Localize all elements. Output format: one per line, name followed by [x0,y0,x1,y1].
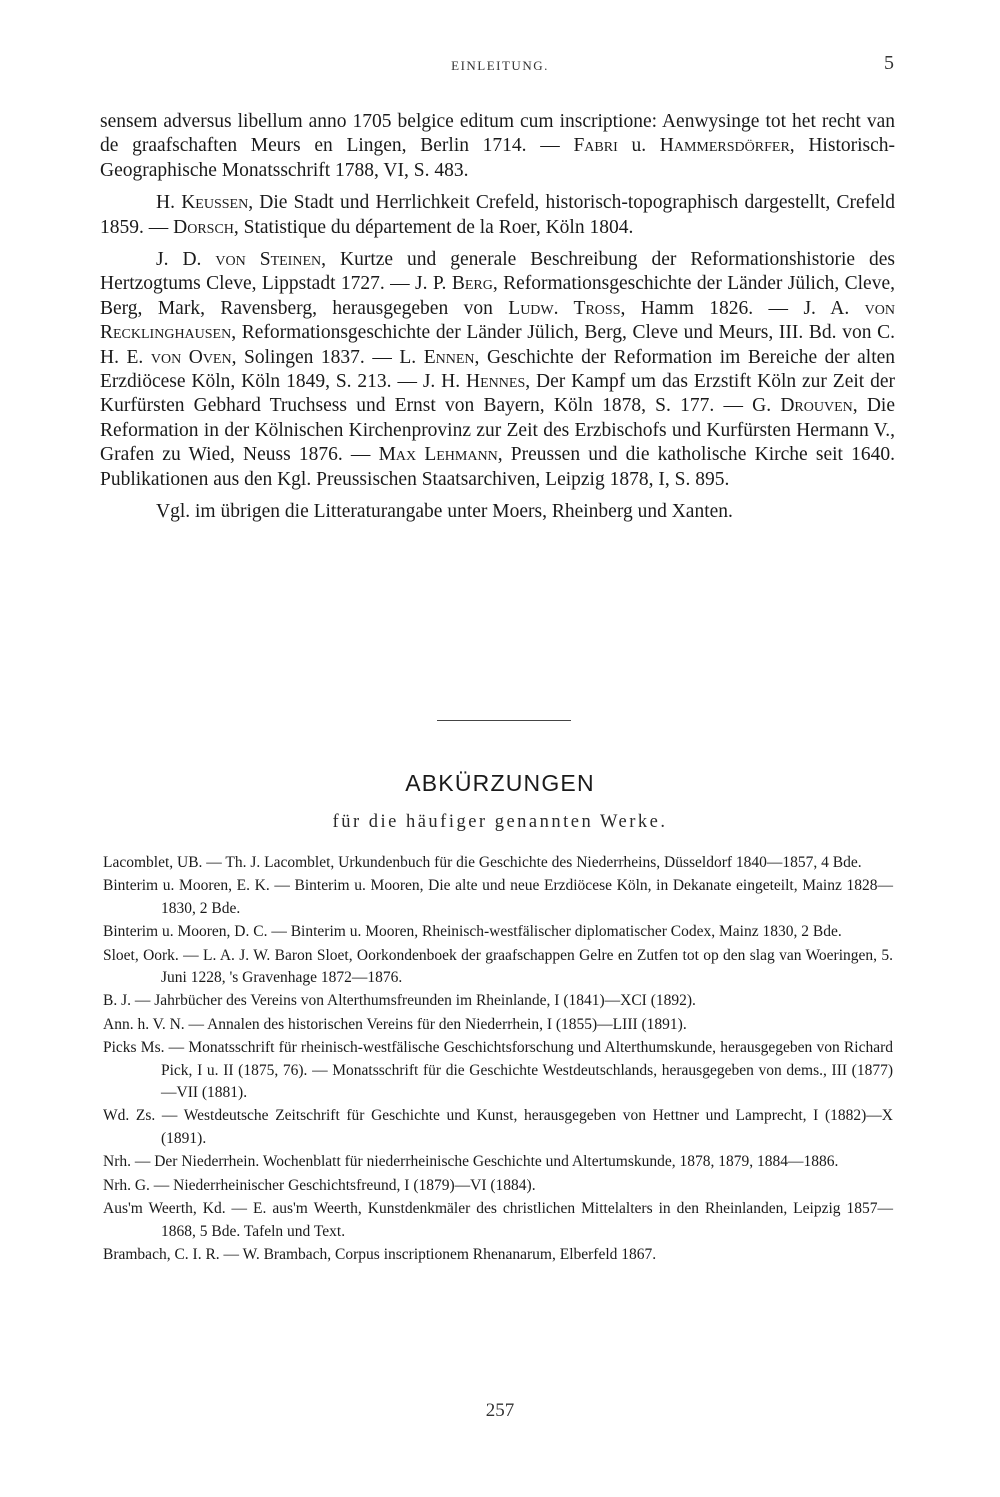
author-name: Keussen [181,192,249,214]
bibliography-paragraph [100,191,895,240]
abbreviation-entry: Aus'm Weerth, Kd. — E. aus'm Weerth, Kunstdenkmäler des christlichen Mittelalters in den Rheinlanden, Leipzig 1857—1868, 5 Bde. Tafeln und Text. [103,1200,893,1240]
text-run: , Der Kampf um das Erzstift Köln zur Zeit der Kurfürsten Gebhard Truchsess und Ernst von Bayern, Köln 1878, S. 177. — G. [100,371,895,417]
text-run: , Solingen 1837. — L. [231,346,424,368]
text-run: , Preussen und die katholische Kirche seit 1640. Publikationen aus den Kgl. Preussischen Staatsarchiven, Leipzig 1878, I, S. 895. [100,444,895,490]
author-name: Fabri [573,135,618,157]
section-title: ABKÜRZUNGEN [405,770,595,796]
author-name: Dorsch [173,216,234,238]
abbreviation-entry: Ann. h. V. N. — Annalen des historischen Vereins für den Niederrhein, I (1855)—LIII (1891). [103,1015,687,1033]
abbreviation-entry: Binterim u. Mooren, D. C. — Binterim u. Mooren, Rheinisch-westfälischer diplomatischer Codex, Mainz 1830, 2 Bde. [103,923,842,941]
text-run: sensem adversus libellum anno 1705 belgice editum cum inscriptione: Aenwysinge tot het recht van de graafschaften Meurs en Lingen, Berlin 1714. — [100,111,895,157]
abbreviation-entry: B. J. — Jahrbücher des Vereins von Alterthumsfreunden im Rheinlande, I (1841)—XCI (1892). [103,992,696,1010]
author-name: von Recklinghausen [100,297,895,344]
text-run: u. [617,135,660,157]
abbreviation-entry: Brambach, C. I. R. — W. Brambach, Corpus inscriptionem Rhenanarum, Elberfeld 1867. [103,1245,657,1263]
author-name: Max Lehmann [378,444,498,466]
bibliography-paragraph: Vgl. im übrigen die Litteraturangabe unter Moers, Rheinberg und Xanten. [156,501,733,523]
abbreviation-entry: Sloet, Oork. — L. A. J. W. Baron Sloet, Oorkondenboek der graafschappen Gelre en Zutfen tot op den slag van Woeringen, 5. Juni 1228, 's Gravenhage 1872—1876. [103,946,893,987]
author-name: Ludw. Tross [508,297,621,319]
text-run: , Reformationsgeschichte der Länder Jülich, Berg, Cleve und Meurs, III. Bd. von C. H. E. [100,322,895,368]
abbreviation-entry: Wd. Zs. — Westdeutsche Zeitschrift für Geschichte und Kunst, herausgegeben von Hettner und Lamprecht, I (1882)—X (1891). [103,1107,893,1147]
author-name: Hammersdörfer [659,135,790,157]
author-name: Berg [451,273,493,295]
abbreviation-entry: Nrh. G. — Niederrheinischer Geschichtsfreund, I (1879)—VI (1884). [103,1176,536,1194]
running-head: EINLEITUNG. [451,58,549,73]
abbreviation-entry: Binterim u. Mooren, E. K. — Binterim u. Mooren, Die alte und neue Erzdiöcese Köln, in Dekanate eingeteilt, Mainz 1828—1830, 2 Bde. [103,877,893,917]
text-run: , Hamm 1826. — J. A. [620,297,865,319]
abbreviation-entry: Lacomblet, UB. — Th. J. Lacomblet, Urkundenbuch für die Geschichte des Niederrheins, Düsseldorf 1840—1857, 4 Bde. [103,854,862,871]
text-run: , Statistique du département de la Roer, Köln 1804. [233,216,634,238]
section-subtitle: für die häufiger genannten Werke. [332,812,668,832]
abbreviation-list [103,852,893,1267]
abbreviation-entry: Picks Ms. — Monatsschrift für rheinisch-westfälische Geschichtsforschung und Alterthumskunde, herausgegeben von Richard Pick, I u. II (1875, 76). — Monatsschrift für die Geschichte Westdeutschlands, herausgegeben von dems., III (1877)—VII (1881). [103,1039,893,1102]
abbreviation-entry: Nrh. — Der Niederrhein. Wochenblatt für niederrheinische Geschichte und Altertumskunde, 1878, 1879, 1884—1886. [103,1153,839,1171]
bibliography-paragraph [100,110,895,183]
text-run: , Geschichte der Reformation im Bereiche der alten Erzdiöcese Köln, Köln 1849, S. 213. — J. H. [100,346,896,393]
text-run: , Die Stadt und Herrlichkeit Crefeld, historisch-topographisch dargestellt, Crefeld 1859. — [100,192,895,238]
author-name: von Steinen [215,249,322,271]
text-run: H. [156,192,182,214]
bibliography-section [100,110,895,533]
bibliography-paragraph [100,248,895,492]
text-run: , Kurtze und generale Beschreibung der Reformationshistorie des Hertzogtums Cleve, Lippstadt 1727. — J. P. [100,249,896,295]
text-run: , Reformationsgeschichte der Länder Jülich, Cleve, Berg, Mark, Ravensberg, herausgegeben von [100,273,895,319]
page-number: 5 [884,52,894,74]
text-run: , Die Reformation in der Kölnischen Kirchenprovinz zur Zeit des Erzbischofs und Kurfürsten Hermann V., Grafen zu Wied, Neuss 1876. — [100,395,896,466]
section-divider [437,720,571,721]
text-run: , Historisch-Geographische Monatsschrift 1788, VI, S. 483. [100,135,896,181]
author-name: Drouven [780,395,853,417]
text-run: J. D. [156,249,216,271]
author-name: von Oven [150,346,232,368]
author-name: Hennes [466,371,526,393]
sheet-number: 257 [485,1400,515,1421]
author-name: Ennen [423,346,475,368]
